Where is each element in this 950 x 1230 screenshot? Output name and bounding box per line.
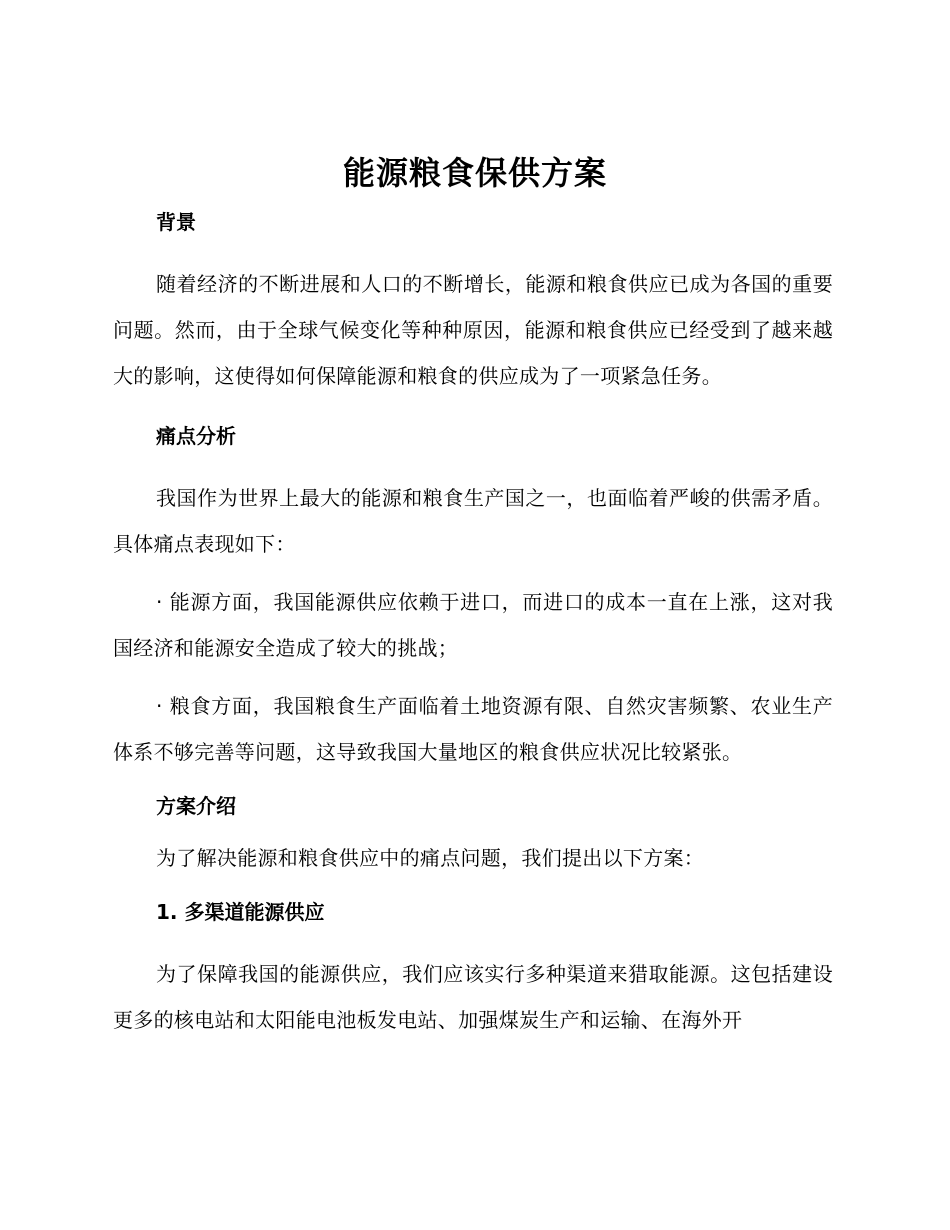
pain-point-food-bullet: · 粮食方面，我国粮食生产面临着土地资源有限、自然灾害频繁、农业生产体系不够完善等问题，这导致我国大量地区的粮食供应状况比较紧张。 (113, 694, 833, 764)
subsection-heading-multichannel-energy: 1. 多渠道能源供应 (156, 900, 325, 924)
section-heading-background: 背景 (156, 210, 196, 234)
pain-point-energy-bullet: · 能源方面，我国能源供应依赖于进口，而进口的成本一直在上涨，这对我国经济和能源安全造成了较大的挑战； (113, 590, 833, 660)
background-paragraph: 随着经济的不断进展和人口的不断增长，能源和粮食供应已成为各国的重要问题。然而，由于全球气候变化等种种原因，能源和粮食供应已经受到了越来越大的影响，这使得如何保障能源和粮食的供应成为了一项紧急任务。 (113, 272, 833, 388)
plan-intro-paragraph: 为了解决能源和粮食供应中的痛点问题，我们提出以下方案： (156, 846, 705, 870)
document-body (113, 205, 833, 1043)
document-title: 能源粮食保供方案 (342, 154, 607, 192)
pain-points-paragraph: 我国作为世界上最大的能源和粮食生产国之一，也面临着严峻的供需矛盾。具体痛点表现如下： (113, 486, 833, 556)
section-heading-pain-points: 痛点分析 (156, 424, 236, 448)
section-heading-plan: 方案介绍 (156, 794, 236, 818)
multichannel-energy-paragraph: 为了保障我国的能源供应，我们应该实行多种渠道来猎取能源。这包括建设更多的核电站和太阳能电池板发电站、加强煤炭生产和运输、在海外开 (113, 962, 833, 1032)
